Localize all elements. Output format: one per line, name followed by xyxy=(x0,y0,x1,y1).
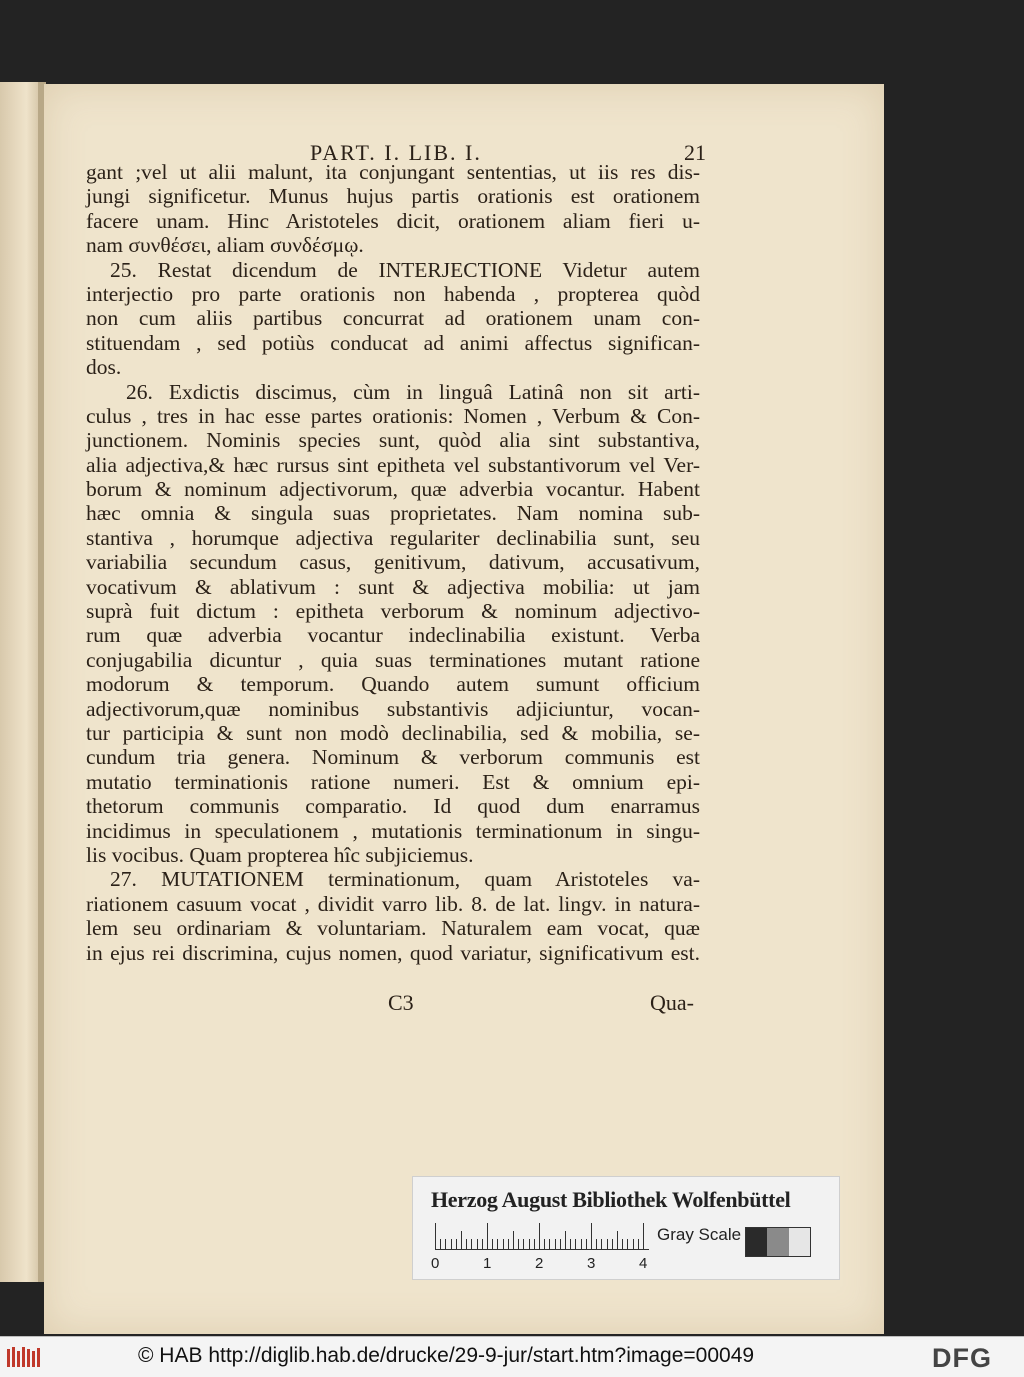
ruler-tick xyxy=(523,1239,524,1249)
ruler-number: 4 xyxy=(639,1255,648,1272)
text-line: stantiva , horumque adjectiva regulariter declinabilia sunt, seu xyxy=(86,525,700,550)
dfg-logo: DFG xyxy=(932,1343,992,1373)
ruler-tick xyxy=(643,1223,644,1249)
card-title: Herzog August Bibliothek Wolfenbüttel xyxy=(431,1187,791,1212)
signature-mark: C3 xyxy=(388,990,414,1015)
footer-bar xyxy=(0,1336,1024,1377)
ruler-tick xyxy=(591,1223,592,1249)
text-line: thetorum communis comparatio. Id quod dum enarramus xyxy=(86,794,700,819)
ruler-tick xyxy=(565,1231,566,1249)
ruler-tick xyxy=(497,1239,498,1249)
swatch-light xyxy=(789,1228,810,1256)
ruler-tick xyxy=(601,1239,602,1249)
text-line: tur participia & sunt non modò declinabilia, sed & mobilia, se- xyxy=(86,720,700,745)
copyright-url-link[interactable]: © HAB http://diglib.hab.de/drucke/29-9-jur/start.htm?image=00049 xyxy=(138,1344,755,1367)
ruler-tick xyxy=(471,1239,472,1249)
text-line: rum quæ adverbia vocantur indeclinabilia existunt. Verba xyxy=(86,623,700,648)
text-line: vocativum & ablativum : sunt & adjectiva mobilia: ut jam xyxy=(86,574,700,599)
text-line: culus , tres in hac esse partes orationis: Nomen , Verbum & Con- xyxy=(86,403,700,428)
ruler-tick xyxy=(487,1223,488,1249)
text-line: junctionem. Nominis species sunt, quòd alia sint substantiva, xyxy=(86,428,700,453)
text-line: stituendam , sed potiùs conducat ad animi affectus significan- xyxy=(86,330,700,355)
ruler-tick xyxy=(518,1239,519,1249)
ruler-tick xyxy=(482,1239,483,1249)
text-block xyxy=(86,160,700,965)
ruler-tick xyxy=(570,1239,571,1249)
text-line: lis vocibus. Quam propterea hîc subjiciemus. xyxy=(86,842,474,867)
text-line: in ejus rei discrimina, cujus nomen, quod variatur, significativum est. xyxy=(86,940,700,965)
ruler-tick xyxy=(445,1239,446,1249)
ruler-tick xyxy=(451,1239,452,1249)
swatch-dark xyxy=(746,1228,767,1256)
ruler-tick xyxy=(477,1239,478,1249)
ruler-number: 1 xyxy=(483,1255,492,1272)
text-line: facere unam. Hinc Aristoteles dicit, orationem aliam fieri u- xyxy=(86,208,700,233)
ruler-tick xyxy=(492,1239,493,1249)
text-line: adjectivorum,quæ nominibus substantivis adjiciuntur, vocan- xyxy=(86,696,700,721)
text-line: hæc omnia & singula suas proprietates. Nam nomina sub- xyxy=(86,501,700,526)
ruler-tick xyxy=(581,1239,582,1249)
ruler-tick xyxy=(633,1239,634,1249)
text-line: variabilia secundum casus, genitivum, dativum, accusativum, xyxy=(86,550,700,575)
ruler-tick xyxy=(544,1239,545,1249)
ruler-tick xyxy=(435,1223,436,1249)
ruler-tick xyxy=(513,1231,514,1249)
text-line: 27. MUTATIONEM terminationum, quam Aristoteles va- xyxy=(110,867,700,892)
running-head: PART. I. LIB. I. xyxy=(310,140,482,165)
text-line: suprà fuit dictum : epitheta verborum & nominum adjectivo- xyxy=(86,599,700,624)
ruler-tick xyxy=(549,1239,550,1249)
text-line: non cum aliis partibus concurrat ad orationem unam con- xyxy=(86,306,700,331)
text-line: modorum & temporum. Quando autem sumunt officium xyxy=(86,672,700,697)
scale-ruler xyxy=(435,1221,649,1250)
page-number: 21 xyxy=(684,140,706,165)
text-line: nam συνθέσει, aliam συνδέσμῳ. xyxy=(86,233,364,258)
ruler-tick xyxy=(607,1239,608,1249)
ruler-tick xyxy=(560,1239,561,1249)
text-line: cundum tria genera. Nominum & verborum communis est xyxy=(86,745,700,770)
ruler-tick xyxy=(612,1239,613,1249)
ruler-tick xyxy=(508,1239,509,1249)
text-line: interjectio pro parte orationis non habenda , propterea quòd xyxy=(86,281,700,306)
text-line: dos. xyxy=(86,355,122,380)
text-line: jungi significetur. Munus hujus partis orationis est orationem xyxy=(86,184,700,209)
ruler-tick xyxy=(466,1239,467,1249)
ruler-tick xyxy=(622,1239,623,1249)
text-line: alia adjectiva,& hæc rursus sint epitheta vel substantivorum vel Ver- xyxy=(86,452,700,477)
ruler-number: 0 xyxy=(431,1255,440,1272)
ruler-tick xyxy=(503,1239,504,1249)
ruler-tick xyxy=(596,1239,597,1249)
text-line: incidimus in speculationem , mutationis terminationum in singu- xyxy=(86,818,700,843)
text-line: gant ;vel ut alii malunt, ita conjungant sententias, ut iis res dis- xyxy=(86,160,700,184)
ruler-tick xyxy=(529,1239,530,1249)
ruler-tick xyxy=(461,1231,462,1249)
text-line: 25. Restat dicendum de INTERJECTIONE Videtur autem xyxy=(110,257,700,282)
text-line: lem seu ordinariam & voluntariam. Naturalem eam vocat, quæ xyxy=(86,916,700,941)
color-calibration-card xyxy=(412,1176,840,1280)
gray-scale-swatches xyxy=(745,1227,811,1257)
text-line: borum & nominum adjectivorum, quæ adverbia vocantur. Habent xyxy=(86,477,700,502)
swatch-mid xyxy=(767,1228,788,1256)
ruler-tick xyxy=(627,1239,628,1249)
hab-logo-icon xyxy=(6,1345,42,1369)
ruler-tick xyxy=(586,1239,587,1249)
text-line: 26. Exdictis discimus, cùm in linguâ Latinâ non sit arti- xyxy=(126,379,700,404)
ruler-tick xyxy=(555,1239,556,1249)
text-line: mutatio terminationis ratione numeri. Est & omnium epi- xyxy=(86,769,700,794)
ruler-number: 2 xyxy=(535,1255,544,1272)
ruler-number: 3 xyxy=(587,1255,596,1272)
text-line: riationem casuum vocat , dividit varro lib. 8. de lat. lingv. in natura- xyxy=(86,891,700,916)
ruler-tick xyxy=(638,1239,639,1249)
gray-scale-label: Gray Scale xyxy=(657,1225,742,1244)
ruler-tick xyxy=(617,1231,618,1249)
ruler-tick xyxy=(440,1239,441,1249)
catchword: Qua- xyxy=(650,990,694,1015)
ruler-tick xyxy=(456,1239,457,1249)
ruler-tick xyxy=(534,1239,535,1249)
text-line: conjugabilia dicuntur , quia suas terminationes mutant ratione xyxy=(86,647,700,672)
ruler-tick xyxy=(575,1239,576,1249)
ruler-tick xyxy=(539,1223,540,1249)
